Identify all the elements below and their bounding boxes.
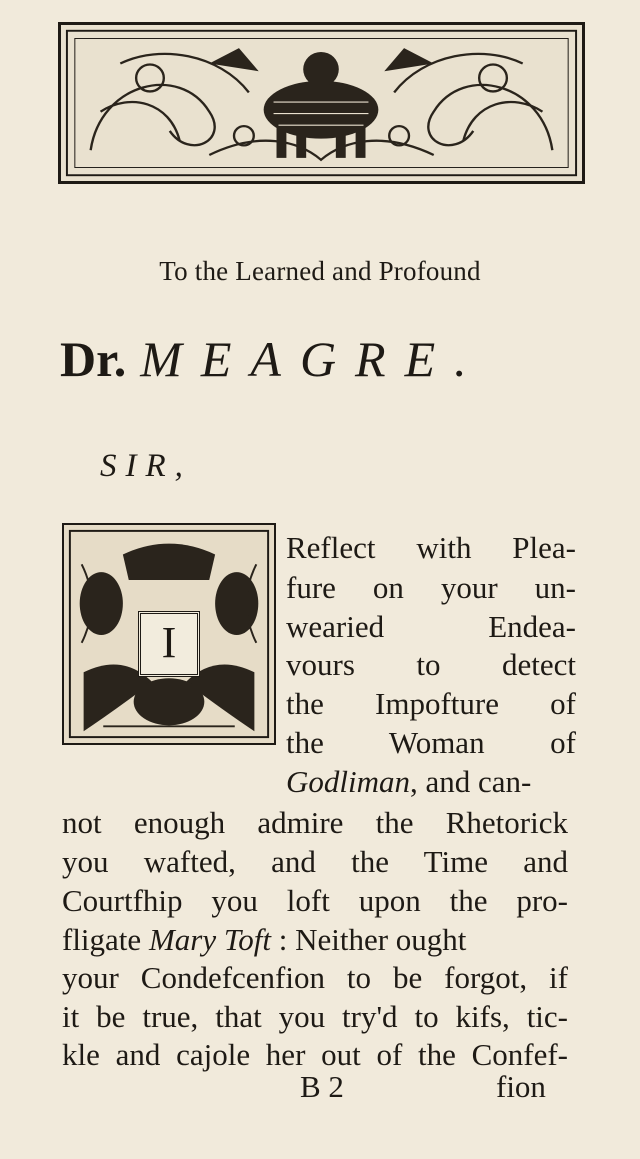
text-line: you wafted, and the Time and <box>62 844 568 879</box>
decorated-initial-block <box>62 523 276 745</box>
text-line: the Woman of <box>286 725 576 760</box>
text-fragment: fligate <box>62 922 149 957</box>
text-line: kle and cajole her out of the Confef- <box>62 1037 568 1072</box>
text-line: fure on your un- <box>286 570 576 605</box>
signature-mark: B 2 <box>300 1069 344 1104</box>
text-line: Reflect with Plea- <box>286 530 576 565</box>
place-name: Godliman <box>286 764 410 799</box>
text-line: your Condefcenfion to be forgot, if <box>62 960 568 995</box>
text-fragment: , and can- <box>410 764 532 799</box>
text-line: Courtfhip you loft upon the pro- <box>62 883 568 918</box>
text-line <box>62 924 568 955</box>
text-line: not enough admire the Rhetorick <box>62 805 568 840</box>
catchword: fion <box>496 1069 546 1104</box>
recipient-title: Dr. <box>60 331 127 387</box>
text-line: wearied Endea- <box>286 609 576 644</box>
text-line: it be true, that you try'd to kifs, tic- <box>62 999 568 1034</box>
recipient-name: MEAGRE. <box>140 331 486 387</box>
ornamental-headpiece <box>58 22 585 184</box>
text-fragment: : Neither ought <box>270 922 467 957</box>
text-line <box>286 766 576 797</box>
initial-letter: I <box>138 611 200 677</box>
dedication-line: To the Learned and Profound <box>159 256 481 286</box>
recipient-line <box>60 330 486 388</box>
text-line: vours to detect <box>286 647 576 682</box>
salutation: SIR, <box>100 448 192 484</box>
text-line: the Impofture of <box>286 686 576 721</box>
person-name: Mary Toft <box>148 922 271 957</box>
